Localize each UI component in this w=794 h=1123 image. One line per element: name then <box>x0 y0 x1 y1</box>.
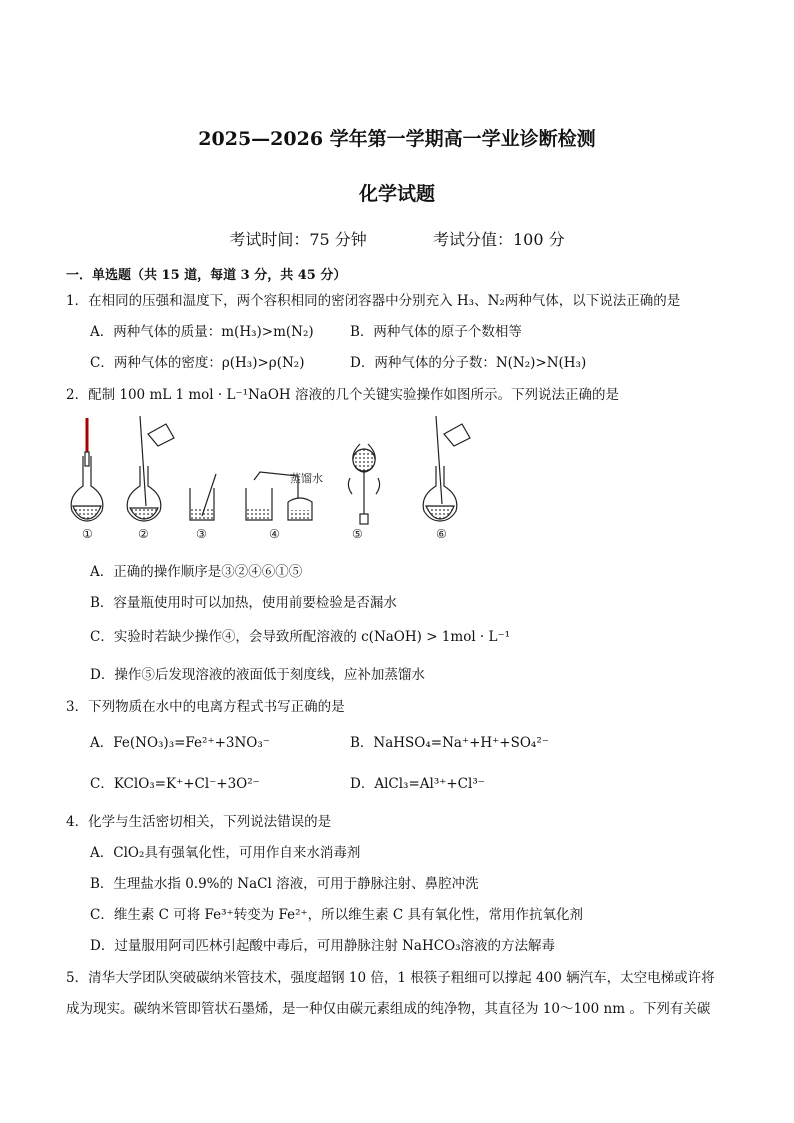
q1-option-d: D．两种气体的分子数：N(N₂)>N(H₃) <box>350 355 587 371</box>
fig-label-4: ④ <box>269 527 280 541</box>
distilled-water-label: 蒸馏水 <box>290 473 323 485</box>
exam-score: 考试分值：100 分 <box>433 230 565 249</box>
q1-stem: 1．在相同的压强和温度下，两个容积相同的密闭容器中分别充入 H₃、N₂两种气体，以下说法正确的是 <box>66 293 681 309</box>
q4-option-a: A．ClO₂具有强氧化性，可用作自来水消毒剂 <box>90 845 361 861</box>
q2-stem: 2．配制 100 mL 1 mol · L⁻¹NaOH 溶液的几个关键实验操作如图所示。下列说法正确的是 <box>66 387 619 403</box>
q1-option-b: B．两种气体的原子个数相等 <box>350 324 522 340</box>
q1-option-c: C．两种气体的密度：ρ(H₃)>ρ(N₂) <box>90 355 305 371</box>
q4-option-c: C．维生素 C 可将 Fe³⁺转变为 Fe²⁺，所以维生素 C 具有氧化性，常用作抗氧化剂 <box>90 907 584 923</box>
section-heading: 一．单选题（共 15 道，每道 3 分，共 45 分） <box>66 268 347 283</box>
q3-option-d: D．AlCl₃=Al³⁺+Cl³⁻ <box>350 776 485 792</box>
exam-subject: 化学试题 <box>358 183 435 205</box>
q2-option-a: A．正确的操作顺序是③②④⑥①⑤ <box>90 564 303 580</box>
exam-info <box>0 227 794 250</box>
q4-option-d: D．过量服用阿司匹林引起酸中毒后，可用静脉注射 NaHCO₃溶液的方法解毒 <box>90 938 556 954</box>
q2-option-b: B．容量瓶使用时可以加热，使用前要检验是否漏水 <box>90 595 397 611</box>
q2-option-d: D．操作⑤后发现溶液的液面低于刻度线，应补加蒸馏水 <box>90 667 425 683</box>
q3-stem: 3．下列物质在水中的电离方程式书写正确的是 <box>66 699 345 715</box>
q4-stem: 4．化学与生活密切相关，下列说法错误的是 <box>66 814 332 830</box>
exam-title: 2025—2026 学年第一学期高一学业诊断检测 <box>198 128 596 150</box>
fig-label-3: ③ <box>196 527 207 541</box>
q3-option-b: B．NaHSO₄=Na⁺+H⁺+SO₄²⁻ <box>350 735 549 751</box>
lab-operations-figure <box>66 416 536 544</box>
q4-option-b: B．生理盐水指 0.9%的 NaCl 溶液，可用于静脉注射、鼻腔冲洗 <box>90 876 479 892</box>
fig-label-2: ② <box>138 527 149 541</box>
exam-time: 考试时间：75 分钟 <box>229 230 367 249</box>
fig-label-5: ⑤ <box>352 527 363 541</box>
q2-option-c: C．实验时若缺少操作④，会导致所配溶液的 c(NaOH) > 1mol · L⁻¹ <box>90 629 511 645</box>
q5-line-2: 成为现实。碳纳米管即管状石墨烯，是一种仅由碳元素组成的纯净物，其直径为 10～100 nm 。下列有关碳 <box>66 1001 711 1017</box>
q3-option-c: C．KClO₃=K⁺+Cl⁻+3O²⁻ <box>90 776 260 792</box>
q1-option-a: A．两种气体的质量：m(H₃)>m(N₂) <box>90 324 314 340</box>
fig-label-1: ① <box>82 527 93 541</box>
q3-option-a: A．Fe(NO₃)₃=Fe²⁺+3NO₃⁻ <box>90 735 270 751</box>
q5-line-1: 5．清华大学团队突破碳纳米管技术，强度超钢 10 倍，1 根筷子粗细可以撑起 400 辆汽车，太空电梯或许将 <box>66 970 715 986</box>
fig-label-6: ⑥ <box>436 527 447 541</box>
